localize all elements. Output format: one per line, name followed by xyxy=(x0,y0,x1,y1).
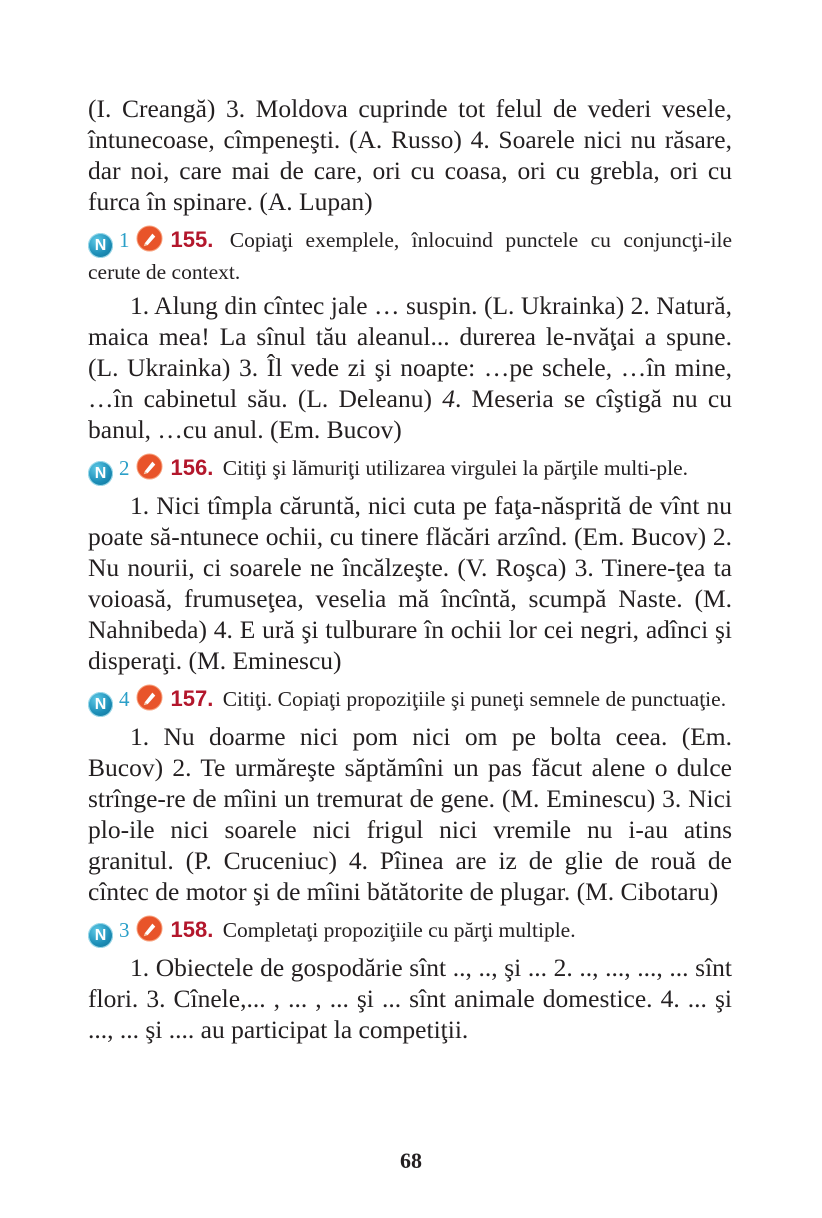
pencil-icon xyxy=(136,453,163,480)
exercise-text-italic: 4 xyxy=(442,384,455,413)
exercise-number: 157. xyxy=(170,686,214,711)
exercise-text-part: . Meseria se cîştigă nu cu banul, …cu anul. (Em. Bucov) xyxy=(88,384,732,444)
exercise-header xyxy=(88,915,732,948)
exercise-header xyxy=(88,225,732,286)
difficulty-level: 4 xyxy=(119,687,130,711)
exercise-number: 156. xyxy=(170,455,214,480)
exercise-instruction: Completaţi propoziţiile cu părţi multiple. xyxy=(222,918,576,942)
exercise-instruction: Citiţi şi lămuriţi utilizarea virgulei la părţile multi-ple. xyxy=(222,456,689,480)
exercise-instruction: Copiaţi exemplele, înlocuind punctele cu conjuncţi-ile cerute de context. xyxy=(88,228,732,284)
exercise-158 xyxy=(88,915,732,1045)
exercise-155 xyxy=(88,225,732,445)
difficulty-level: 3 xyxy=(119,918,130,942)
page-number: 68 xyxy=(400,1148,422,1173)
n-badge-icon: N xyxy=(88,923,113,948)
exercise-text-part: 1. Alung din cîntec jale … suspin. (L. Ukrainka) 2. Natură, maica mea! La sînul tău aleanul... durerea le-nvăţai a spune. (L. Ukrainka) 3. Îl vede zi şi noapte: …pe schele, …în mine, …în cabinetul său. (L. Deleanu) xyxy=(88,291,732,413)
exercise-text: 1. Nu doarme nici pom nici om pe bolta ceea. (Em. Bucov) 2. Te urmăreşte săptămîni un pas făcut alene o dulce strînge-re de mîini un tremurat de gene. (M. Eminescu) 3. Nici plo-ile nici soarele nici frigul nici vremile nu i-au atins granitul. (P. Cruceniuc) 4. Pîinea are iz de glie de rouă de cîntec de motor şi de mîini bătătorite de plugar. (M. Cibotaru) xyxy=(88,722,732,906)
page-content xyxy=(88,93,732,1045)
n-badge-icon: N xyxy=(88,233,113,258)
exercise-156 xyxy=(88,453,732,676)
exercise-instruction: Citiţi. Copiaţi propoziţiile şi puneţi semnele de punctuaţie. xyxy=(222,687,727,711)
exercise-header xyxy=(88,684,732,717)
exercise-text xyxy=(88,290,732,445)
pencil-icon xyxy=(136,684,163,711)
n-badge-icon: N xyxy=(88,692,113,717)
pencil-icon xyxy=(136,915,163,942)
exercise-text: 1. Obiectele de gospodărie sînt .., .., şi ... 2. .., ..., ..., ... sînt flori. 3. Cînele,... , ... , ... şi ... sînt animale domestice. 4. ... şi ..., ... şi .... au participat la competiţii. xyxy=(88,953,732,1044)
difficulty-level: 1 xyxy=(119,228,130,252)
exercise-157 xyxy=(88,684,732,907)
exercise-header xyxy=(88,453,732,486)
pencil-icon xyxy=(136,225,163,252)
n-badge-icon: N xyxy=(88,461,113,486)
exercise-text: 1. Nici tîmpla căruntă, nici cuta pe faţa-năsprită de vînt nu poate să-ntunece ochii, cu tinere flăcări arzînd. (Em. Bucov) 2. Nu nourii, ci soarele ne încălzeşte. (V. Roşca) 3. Tinere-ţea ta voioasă, frumuseţea, veselia mă încîntă, scumpă Naste. (M. Nahnibeda) 4. E ură şi tulburare în ochii lor cei negri, adînci şi disperaţi. (M. Eminescu) xyxy=(88,491,732,675)
intro-paragraph: (I. Creangă) 3. Moldova cuprinde tot felul de vederi vesele, întunecoase, cîmpeneşti. (A. Russo) 4. Soarele nici nu răsare, dar noi, care mai de care, ori cu coasa, ori cu grebla, ori cu furca în spinare. (A. Lupan) xyxy=(88,94,732,216)
difficulty-level: 2 xyxy=(119,456,130,480)
exercise-number: 155. xyxy=(170,227,214,252)
exercise-number: 158. xyxy=(170,917,214,942)
